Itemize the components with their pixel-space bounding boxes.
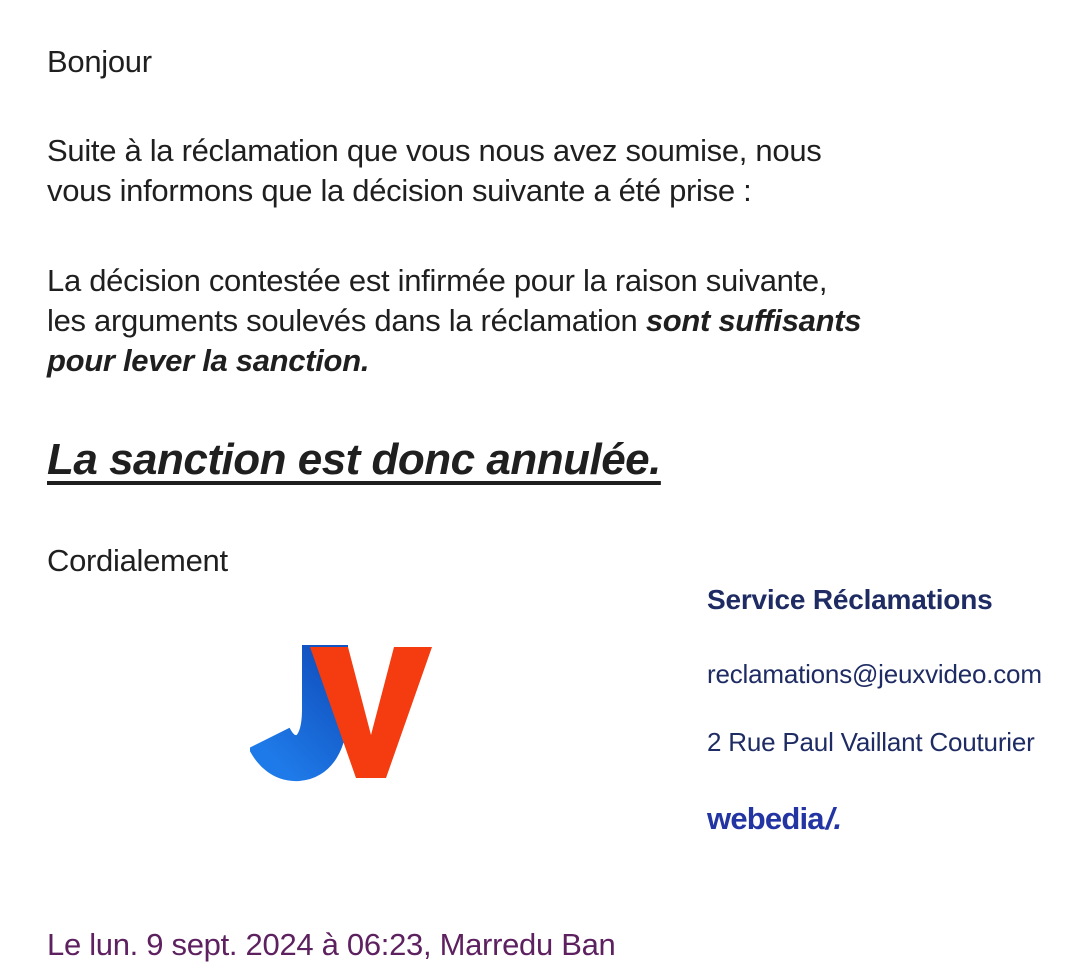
signature-postal-address: 2 Rue Paul Vaillant Couturier xyxy=(707,727,1035,757)
webedia-logo xyxy=(707,801,1057,837)
jv-logo xyxy=(250,645,440,785)
quoted-reply-header: Le lun. 9 sept. 2024 à 06:23, Marredu Ban xyxy=(47,927,616,962)
webedia-slash-mark: /. xyxy=(825,801,842,836)
signature-service-title: Service Réclamations xyxy=(707,584,993,615)
greeting-text: Bonjour xyxy=(47,44,152,79)
paragraph-decision-line2-bold: sont suffisants xyxy=(645,303,862,338)
signature-block xyxy=(707,583,1057,837)
paragraph-decision xyxy=(47,261,861,381)
paragraph-intro-line1: Suite à la réclamation que vous nous avez soumise, nous xyxy=(47,133,822,168)
signature-email-link[interactable]: reclamations@jeuxvideo.com xyxy=(707,659,1042,689)
paragraph-decision-line1: La décision contestée est infirmée pour la raison suivante, xyxy=(47,263,828,298)
paragraph-intro-line2: vous informons que la décision suivante a été prise : xyxy=(47,173,752,208)
paragraph-intro xyxy=(47,131,821,211)
paragraph-decision-line2 xyxy=(47,301,861,341)
paragraph-decision-line2-normal: les arguments soulevés dans la réclamation xyxy=(47,303,646,338)
sanction-cancelled-headline: La sanction est donc annulée. xyxy=(47,435,661,484)
webedia-wordmark: webedia xyxy=(707,801,824,836)
closing-text: Cordialement xyxy=(47,543,228,578)
paragraph-decision-line3-bold: pour lever la sanction. xyxy=(47,343,370,378)
